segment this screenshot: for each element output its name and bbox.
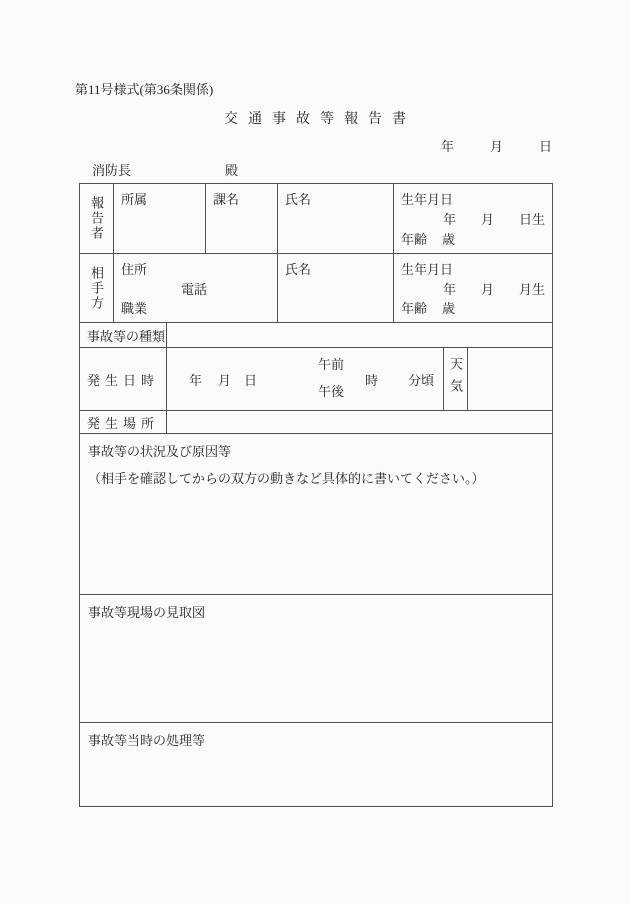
reporter-age-label: 年齢 (401, 232, 428, 247)
occurrence-place-row (80, 411, 552, 434)
accident-type-value-cell (167, 323, 552, 347)
occurrence-datetime-row (80, 348, 552, 411)
handling-section-title: 事故等当時の処理等 (88, 733, 206, 748)
recipient-honorific: 殿 (225, 163, 239, 178)
datetime-hour-label: 時 (365, 372, 379, 388)
date-month-label: 月 (489, 139, 503, 154)
reporter-birth-day-label: 日生 (518, 212, 545, 227)
datetime-pm-label: 午後 (318, 384, 345, 399)
accident-type-row (80, 323, 552, 348)
reporter-birth-year-label: 年 (442, 212, 456, 227)
other-party-row (80, 254, 552, 323)
reporter-birth-cell (394, 184, 552, 253)
other-party-birth-label: 生年月日 (401, 262, 454, 277)
other-party-address-label: 住所 (121, 262, 148, 277)
datetime-am-label: 午前 (318, 357, 345, 373)
reporter-division-cell (206, 184, 278, 253)
reporter-age-line (401, 229, 545, 248)
other-party-birth-month-label: 月 (480, 281, 494, 297)
date-day-label: 日 (538, 139, 552, 154)
form-number: 第11号様式(第36条関係) (75, 82, 214, 97)
reporter-affiliation-label: 所属 (121, 192, 148, 207)
reporter-birth-month-label: 月 (480, 212, 494, 227)
report-date-line (79, 136, 552, 155)
report-form-table (79, 183, 553, 807)
reporter-birth-label: 生年月日 (401, 192, 454, 207)
page-title: 交通事故等報告書 (224, 112, 416, 127)
occurrence-datetime-label: 発生日時 (87, 372, 160, 388)
other-party-birth-year-label: 年 (442, 281, 456, 297)
weather-label-cell (444, 348, 468, 410)
datetime-day-label: 日 (244, 372, 258, 388)
reporter-name-cell (278, 184, 394, 253)
sketch-section-title: 事故等現場の見取図 (88, 605, 206, 620)
other-party-birth-date-line (401, 279, 545, 298)
occurrence-datetime-label-cell (80, 348, 167, 410)
other-party-birth-day-label: 月生 (518, 281, 545, 297)
other-party-address-cell (114, 254, 278, 322)
reporter-birth-date-line (401, 209, 545, 228)
recipient-title: 消防長 (92, 163, 132, 178)
datetime-ampm-labels (318, 352, 344, 405)
reporter-affiliation-cell (114, 184, 206, 253)
other-party-row-label: 相手方 (89, 265, 104, 311)
reporter-name-label: 氏名 (285, 192, 312, 207)
sketch-section-cell (80, 595, 552, 722)
situation-section-cell (80, 434, 552, 594)
weather-value-cell (468, 348, 552, 410)
reporter-row (80, 184, 552, 254)
situation-section-row (80, 434, 552, 595)
other-party-age-label: 年齢 (401, 301, 428, 316)
other-party-birth-cell (394, 254, 552, 322)
other-party-occupation-label: 職業 (121, 301, 148, 316)
date-year-label: 年 (440, 139, 454, 154)
occurrence-place-value-cell (167, 411, 552, 433)
situation-section-note: （相手を確認してからの双方の動きなど具体的に書いてください。） (88, 470, 485, 486)
other-party-name-cell (278, 254, 394, 322)
handling-section-cell (80, 723, 552, 806)
reporter-row-label: 報告者 (89, 196, 104, 241)
occurrence-place-label-cell (80, 411, 167, 433)
situation-section-title: 事故等の状況及び原因等 (88, 444, 232, 459)
reporter-division-label: 課名 (213, 192, 240, 207)
other-party-phone-label: 電話 (181, 281, 208, 297)
accident-type-label-cell (80, 323, 167, 347)
sketch-section-row (80, 595, 552, 723)
occurrence-place-label: 発生場所 (87, 415, 160, 431)
occurrence-datetime-value-cell (167, 348, 444, 410)
other-party-age-line (401, 298, 545, 317)
accident-type-label: 事故等の種類 (87, 328, 166, 344)
other-party-name-label: 氏名 (285, 262, 312, 277)
handling-section-row (80, 723, 552, 806)
other-party-age-unit-label: 歳 (442, 301, 456, 316)
weather-label: 天気 (448, 357, 463, 401)
reporter-age-unit-label: 歳 (442, 232, 456, 247)
reporter-row-label-cell (80, 184, 114, 253)
datetime-minute-label: 分頃 (408, 372, 435, 388)
other-party-row-label-cell (80, 254, 114, 322)
datetime-year-label: 年 (189, 372, 203, 388)
datetime-month-label: 月 (218, 372, 232, 388)
recipient-line (0, 160, 630, 178)
